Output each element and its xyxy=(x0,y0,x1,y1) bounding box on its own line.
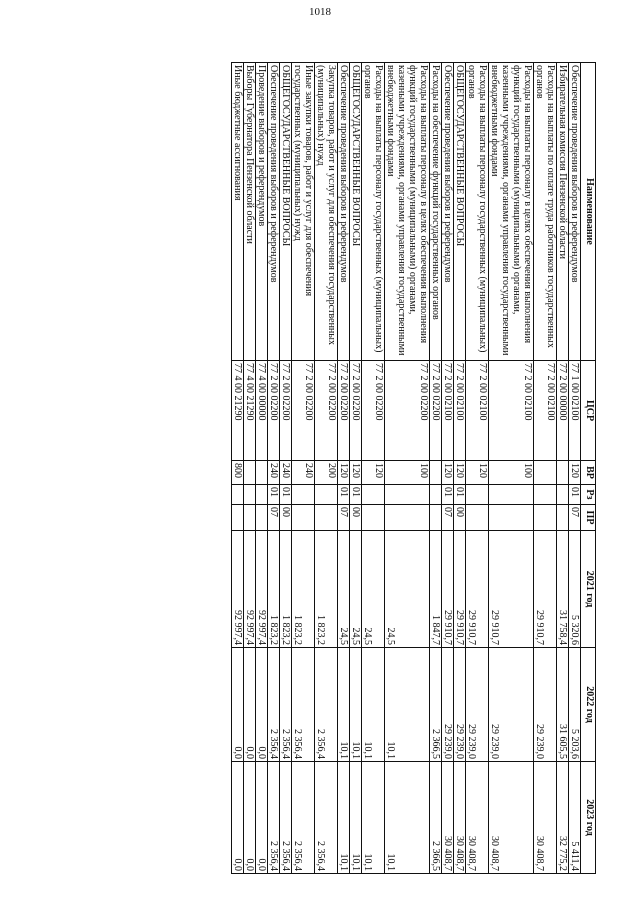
cell-2023: 10,1 xyxy=(385,762,430,874)
cell-2022: 2 356,4 xyxy=(315,648,338,762)
cell-2022: 0,0 xyxy=(232,648,244,762)
cell-csr: 77 4 00 21290 xyxy=(244,361,256,461)
cell-2021: 29 910,7 xyxy=(489,531,534,648)
cell-vr xyxy=(534,461,557,485)
cell-csr: 77 4 00 00000 xyxy=(256,361,268,461)
cell-vr: 100 xyxy=(385,461,430,485)
cell-vr: 120 xyxy=(442,461,454,485)
table-row xyxy=(362,63,385,874)
col-pr-header: ПР xyxy=(581,505,596,531)
cell-vr: 120 xyxy=(569,461,581,485)
cell-vr: 800 xyxy=(232,461,244,485)
cell-pr: 07 xyxy=(442,505,454,531)
cell-vr: 120 xyxy=(454,461,466,485)
page-number: 1018 xyxy=(309,6,331,18)
cell-pr xyxy=(466,505,489,531)
cell-2022: 0,0 xyxy=(244,648,256,762)
cell-vr xyxy=(430,461,442,485)
cell-2022: 29 239,0 xyxy=(442,648,454,762)
cell-pr xyxy=(244,505,256,531)
cell-2021: 24,5 xyxy=(385,531,430,648)
table-row xyxy=(430,63,442,874)
cell-rz xyxy=(315,485,338,505)
cell-2022: 2 356,4 xyxy=(268,648,280,762)
cell-2021: 29 910,7 xyxy=(442,531,454,648)
cell-2021: 24,5 xyxy=(350,531,362,648)
cell-2021: 1 823,2 xyxy=(292,531,315,648)
table-row xyxy=(442,63,454,874)
cell-csr: 77 2 00 02200 xyxy=(350,361,362,461)
cell-2023: 30 408,7 xyxy=(454,762,466,874)
cell-csr: 77 2 00 02200 xyxy=(362,361,385,461)
cell-rz: 01 xyxy=(338,485,350,505)
cell-2021: 29 910,7 xyxy=(454,531,466,648)
col-2021-header: 2021 год xyxy=(581,531,596,648)
cell-csr: 77 2 00 02200 xyxy=(385,361,430,461)
cell-2023: 2 356,4 xyxy=(315,762,338,874)
cell-pr xyxy=(385,505,430,531)
cell-2021: 29 910,7 xyxy=(534,531,557,648)
cell-pr: 00 xyxy=(280,505,292,531)
cell-2021: 31 758,4 xyxy=(557,531,569,648)
cell-pr xyxy=(557,505,569,531)
cell-vr: 240 xyxy=(292,461,315,485)
cell-name: ОБЩЕГОСУДАРСТВЕННЫЕ ВОПРОСЫ xyxy=(350,63,362,361)
cell-2022: 10,1 xyxy=(385,648,430,762)
table-row xyxy=(489,63,534,874)
cell-vr: 120 xyxy=(350,461,362,485)
cell-2023: 5 411,4 xyxy=(569,762,581,874)
cell-csr: 77 2 00 02100 xyxy=(466,361,489,461)
cell-2022: 10,1 xyxy=(338,648,350,762)
cell-csr: 77 2 00 02200 xyxy=(292,361,315,461)
col-2022-header: 2022 год xyxy=(581,648,596,762)
rotated-page xyxy=(64,62,596,873)
cell-2023: 2 366,5 xyxy=(430,762,442,874)
cell-rz: 01 xyxy=(268,485,280,505)
cell-name: Расходы на выплаты по оплате труда работников государственных органов xyxy=(534,63,557,361)
cell-pr xyxy=(315,505,338,531)
cell-2021: 1 823,2 xyxy=(268,531,280,648)
cell-rz: 01 xyxy=(350,485,362,505)
header-row xyxy=(581,63,596,874)
cell-rz xyxy=(244,485,256,505)
cell-2022: 31 605,5 xyxy=(557,648,569,762)
cell-csr: 77 2 00 02100 xyxy=(454,361,466,461)
table-row xyxy=(280,63,292,874)
cell-rz: 01 xyxy=(569,485,581,505)
cell-name: ОБЩЕГОСУДАРСТВЕННЫЕ ВОПРОСЫ xyxy=(454,63,466,361)
col-vr-header: ВР xyxy=(581,461,596,485)
col-rz-header: Рз xyxy=(581,485,596,505)
cell-pr xyxy=(362,505,385,531)
table-row xyxy=(569,63,581,874)
table-row xyxy=(454,63,466,874)
cell-2022: 2 356,4 xyxy=(280,648,292,762)
cell-rz xyxy=(466,485,489,505)
cell-rz: 01 xyxy=(280,485,292,505)
cell-vr xyxy=(256,461,268,485)
cell-rz xyxy=(232,485,244,505)
table-row xyxy=(232,63,244,874)
cell-csr: 77 2 00 00000 xyxy=(557,361,569,461)
cell-2023: 30 408,7 xyxy=(442,762,454,874)
cell-2021: 24,5 xyxy=(362,531,385,648)
cell-rz xyxy=(362,485,385,505)
table-row xyxy=(338,63,350,874)
cell-2021: 1 847,7 xyxy=(430,531,442,648)
cell-2023: 10,1 xyxy=(350,762,362,874)
cell-csr: 77 2 00 02100 xyxy=(489,361,534,461)
cell-name: Расходы на выплаты персоналу в целях обеспечения выполнения функций государственными (муниципальными) органами, казенными учреждениями, органами управления государственными внебюджетными фондами xyxy=(489,63,534,361)
table-row xyxy=(557,63,569,874)
cell-name: Расходы на выплаты персоналу в целях обеспечения выполнения функций государственными (муниципальными) органами, казенными учреждениями, органами управления государственными внебюджетными фондами xyxy=(385,63,430,361)
cell-csr: 77 4 00 21290 xyxy=(232,361,244,461)
cell-2022: 29 239,0 xyxy=(466,648,489,762)
table-row xyxy=(315,63,338,874)
cell-2023: 2 356,4 xyxy=(268,762,280,874)
col-2023-header: 2023 год xyxy=(581,762,596,874)
table-row xyxy=(534,63,557,874)
cell-pr: 00 xyxy=(350,505,362,531)
cell-2023: 32 775,2 xyxy=(557,762,569,874)
cell-name: Обеспечение проведения выборов и референдумов xyxy=(338,63,350,361)
cell-2021: 1 823,2 xyxy=(315,531,338,648)
cell-2021: 29 910,7 xyxy=(466,531,489,648)
cell-2021: 92 997,4 xyxy=(244,531,256,648)
cell-2022: 29 239,0 xyxy=(534,648,557,762)
cell-name: Избирательная комиссия Пензенской области xyxy=(557,63,569,361)
table-row xyxy=(292,63,315,874)
cell-vr: 120 xyxy=(466,461,489,485)
cell-2021: 92 997,4 xyxy=(232,531,244,648)
cell-pr xyxy=(534,505,557,531)
table-row xyxy=(466,63,489,874)
cell-2023: 0,0 xyxy=(232,762,244,874)
cell-vr: 120 xyxy=(338,461,350,485)
cell-2021: 92 997,4 xyxy=(256,531,268,648)
cell-name: Расходы на выплаты персоналу государственных (муниципальных) органов xyxy=(466,63,489,361)
cell-csr: 77 2 00 02200 xyxy=(280,361,292,461)
cell-pr: 07 xyxy=(569,505,581,531)
cell-name: Иные бюджетные ассигнования xyxy=(232,63,244,361)
cell-rz xyxy=(557,485,569,505)
cell-vr: 240 xyxy=(280,461,292,485)
cell-2023: 30 408,7 xyxy=(489,762,534,874)
cell-pr xyxy=(256,505,268,531)
cell-vr: 200 xyxy=(315,461,338,485)
cell-csr: 77 2 00 02100 xyxy=(534,361,557,461)
cell-vr: 240 xyxy=(268,461,280,485)
cell-2022: 2 366,5 xyxy=(430,648,442,762)
cell-rz: 01 xyxy=(454,485,466,505)
cell-2022: 29 239,0 xyxy=(454,648,466,762)
cell-pr: 07 xyxy=(268,505,280,531)
cell-name: Обеспечение проведения выборов и референдумов xyxy=(442,63,454,361)
cell-name: Расходы на выплаты персоналу государственных (муниципальных) органов xyxy=(362,63,385,361)
col-name-header: Наименование xyxy=(581,63,596,361)
cell-2022: 10,1 xyxy=(362,648,385,762)
table-row xyxy=(256,63,268,874)
cell-rz xyxy=(489,485,534,505)
cell-name: Расходы на обеспечение функций государственных органов xyxy=(430,63,442,361)
cell-2022: 10,1 xyxy=(350,648,362,762)
table-row xyxy=(268,63,280,874)
cell-2021: 1 823,2 xyxy=(280,531,292,648)
cell-2023: 2 356,4 xyxy=(292,762,315,874)
cell-2023: 30 408,7 xyxy=(466,762,489,874)
cell-2022: 5 203,6 xyxy=(569,648,581,762)
cell-2022: 0,0 xyxy=(256,648,268,762)
cell-pr xyxy=(430,505,442,531)
cell-rz xyxy=(256,485,268,505)
cell-2022: 2 356,4 xyxy=(292,648,315,762)
cell-vr xyxy=(244,461,256,485)
cell-name: ОБЩЕГОСУДАРСТВЕННЫЕ ВОПРОСЫ xyxy=(280,63,292,361)
table-row xyxy=(385,63,430,874)
cell-name: Обеспечение проведения выборов и референдумов xyxy=(569,63,581,361)
cell-2023: 2 356,4 xyxy=(280,762,292,874)
cell-rz xyxy=(534,485,557,505)
cell-csr: 77 2 00 02200 xyxy=(315,361,338,461)
cell-rz xyxy=(385,485,430,505)
cell-pr: 00 xyxy=(454,505,466,531)
cell-2023: 10,1 xyxy=(362,762,385,874)
cell-csr: 77 2 00 02200 xyxy=(268,361,280,461)
table-row xyxy=(350,63,362,874)
cell-name: Выборы Губернатора Пензенской области xyxy=(244,63,256,361)
cell-name: Обеспечение проведения выборов и референдумов xyxy=(268,63,280,361)
cell-rz: 01 xyxy=(442,485,454,505)
cell-2023: 10,1 xyxy=(338,762,350,874)
cell-csr: 77 2 00 02100 xyxy=(442,361,454,461)
cell-vr: 120 xyxy=(362,461,385,485)
table-row xyxy=(244,63,256,874)
cell-csr: 77 2 00 02200 xyxy=(430,361,442,461)
cell-name: Проведение выборов и референдумов xyxy=(256,63,268,361)
cell-csr: 77 2 00 02200 xyxy=(338,361,350,461)
cell-pr xyxy=(292,505,315,531)
cell-vr xyxy=(557,461,569,485)
cell-2023: 0,0 xyxy=(256,762,268,874)
cell-pr: 07 xyxy=(338,505,350,531)
cell-pr xyxy=(232,505,244,531)
cell-2022: 29 239,0 xyxy=(489,648,534,762)
budget-table xyxy=(231,62,596,874)
col-csr-header: ЦСР xyxy=(581,361,596,461)
cell-pr xyxy=(489,505,534,531)
cell-name: Иные закупки товаров, работ и услуг для обеспечения государственных (муниципальных) нужд xyxy=(292,63,315,361)
cell-rz xyxy=(430,485,442,505)
cell-2021: 24,5 xyxy=(338,531,350,648)
cell-2023: 30 408,7 xyxy=(534,762,557,874)
cell-vr: 100 xyxy=(489,461,534,485)
cell-2021: 5 320,6 xyxy=(569,531,581,648)
cell-2023: 0,0 xyxy=(244,762,256,874)
cell-csr: 77 1 00 02100 xyxy=(569,361,581,461)
cell-rz xyxy=(292,485,315,505)
cell-name: Закупка товаров, работ и услуг для обеспечения государственных (муниципальных) нужд xyxy=(315,63,338,361)
